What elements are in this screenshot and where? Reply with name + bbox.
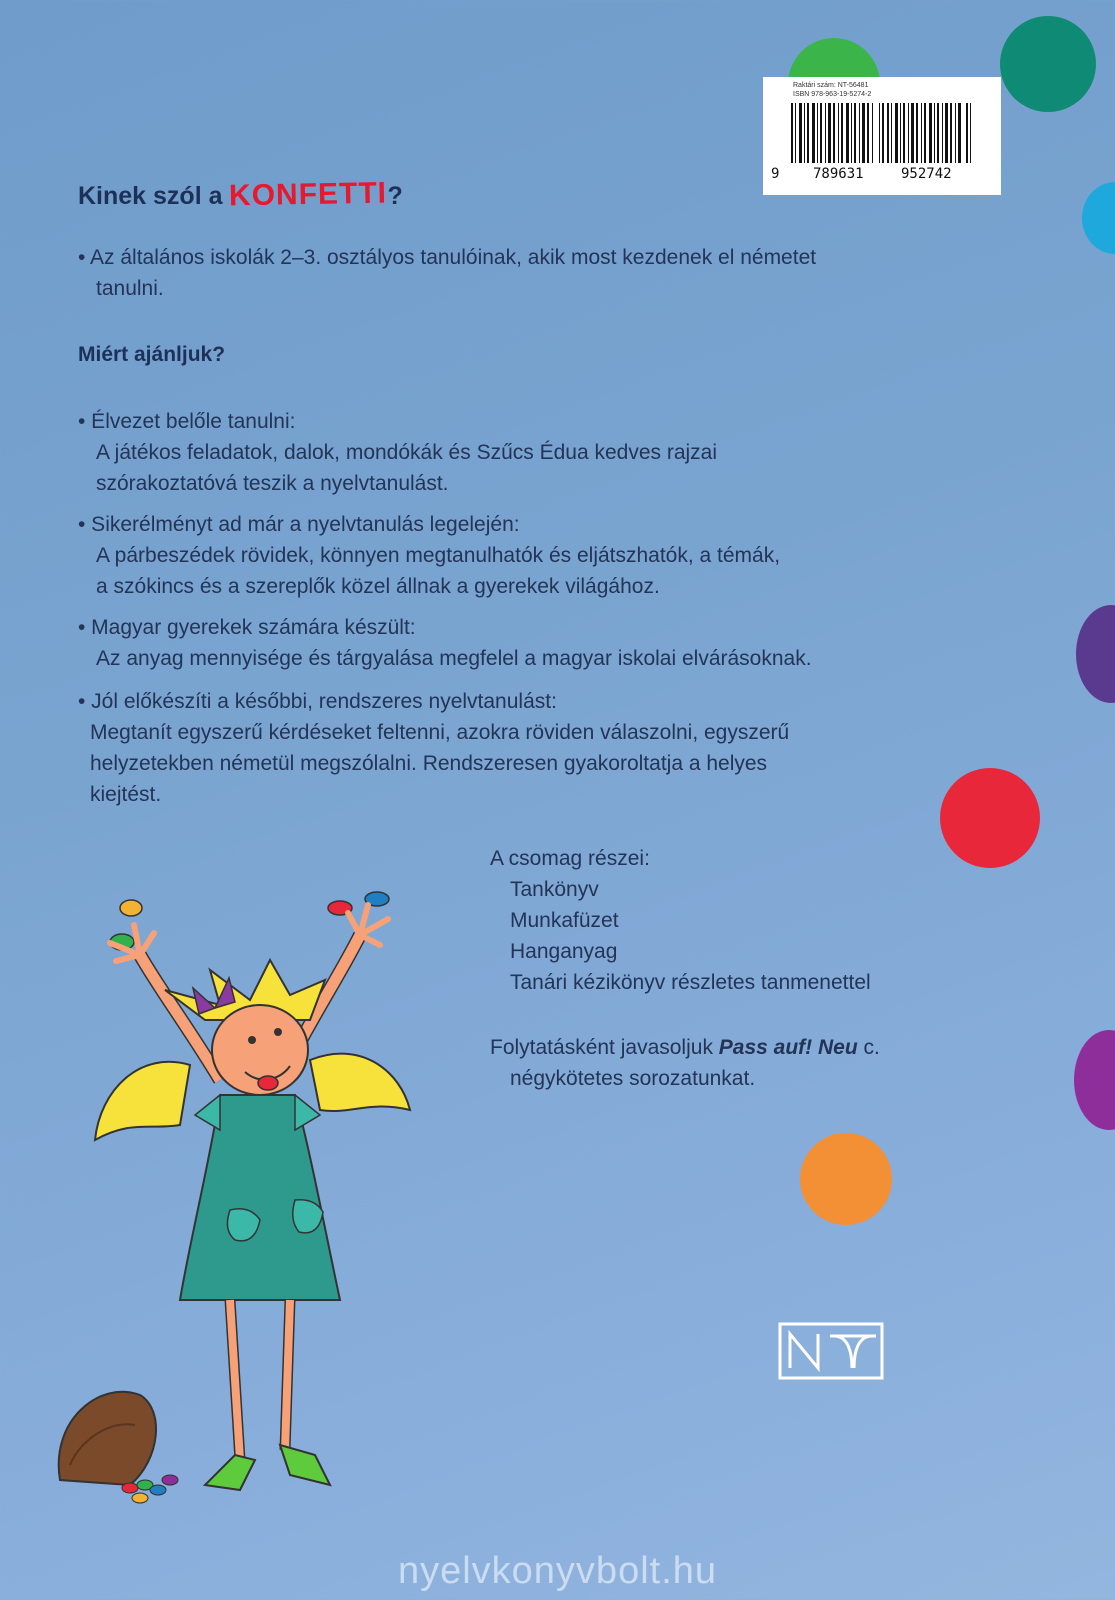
barcode-label [763, 77, 1001, 195]
reason-title: • Élvezet belőle tanulni: [78, 410, 296, 433]
package-item: Tanári kézikönyv részletes tanmenettel [510, 971, 871, 994]
reason-line: Az anyag mennyisége és tárgyalása megfelel a magyar iskolai elvárásoknak. [96, 647, 812, 670]
package-item: Munkafüzet [510, 909, 619, 932]
publisher-logo-icon [778, 1322, 884, 1380]
reason-line: szórakoztatóvá teszik a nyelvtanulást. [96, 472, 449, 495]
reason-line: a szókincs és a szereplők közel állnak a gyerekek világához. [96, 575, 660, 598]
confetti-dot-magenta [1074, 1030, 1115, 1130]
reason-line: helyzetekben németül megszólalni. Rendszeresen gyakoroltatja a helyes [90, 752, 768, 775]
continuation-note [490, 1032, 880, 1094]
reason-line: Megtanít egyszerű kérdéseket feltenni, azokra röviden válaszolni, egyszerű [90, 721, 790, 744]
confetti-dot-cyan [1082, 182, 1115, 254]
title-suffix: ? [387, 182, 403, 210]
intro-line-2: tanulni. [96, 277, 164, 300]
page-title [78, 178, 403, 212]
barcode-digit-first: 9 [771, 166, 780, 182]
barcode-digits-1: 789631 [813, 166, 864, 182]
confetti-dot-orange [800, 1133, 892, 1225]
isbn-number: ISBN 978-963-19-5274-2 [793, 91, 872, 98]
brand-logo: KONFETTI [229, 176, 388, 213]
barcode-meta [793, 81, 871, 99]
confetti-dot-teal [1000, 16, 1096, 112]
barcode-digits-2: 952742 [901, 166, 952, 182]
why-heading: Miért ajánljuk? [78, 343, 226, 366]
reason-title: • Jól előkészíti a későbbi, rendszeres nyelvtanulást: [78, 690, 557, 713]
package-item: Tankönyv [510, 878, 599, 901]
watermark: nyelvkonyvbolt.hu [397, 1550, 718, 1592]
reason-line: A játékos feladatok, dalok, mondókák és Szűcs Édua kedves rajzai [96, 441, 718, 464]
barcode-icon [791, 103, 977, 163]
continuation-prefix: Folytatásként javasoljuk [490, 1036, 719, 1059]
reason-title: • Sikerélményt ad már a nyelvtanulás legelején: [78, 513, 520, 536]
intro-bullet [78, 242, 816, 304]
confetti-dot-purple [1076, 605, 1115, 703]
package-item: Hanganyag [510, 940, 618, 963]
reason-item [78, 509, 780, 602]
continuation-suffix: c. [857, 1036, 880, 1059]
package-contents [490, 843, 871, 998]
reason-line: A párbeszédek rövidek, könnyen megtanulhatók és eljátszhatók, a témák, [96, 544, 781, 567]
package-heading: A csomag részei: [490, 847, 650, 870]
reason-title: • Magyar gyerekek számára készült: [78, 616, 416, 639]
reason-item [78, 406, 717, 499]
title-prefix: Kinek szól a [78, 182, 230, 210]
intro-line-1: • Az általános iskolák 2–3. osztályos tanulóinak, akik most kezdenek el németet [78, 246, 817, 269]
girl-illustration [40, 880, 440, 1550]
reason-item [78, 612, 812, 674]
reason-line: kiejtést. [90, 783, 162, 806]
reason-item [78, 686, 789, 810]
continuation-line-2: négykötetes sorozatunkat. [510, 1067, 756, 1090]
series-name: Pass auf! Neu [718, 1036, 858, 1059]
confetti-dot-red [940, 768, 1040, 868]
stock-number: Raktári szám: NT-56481 [793, 82, 869, 89]
